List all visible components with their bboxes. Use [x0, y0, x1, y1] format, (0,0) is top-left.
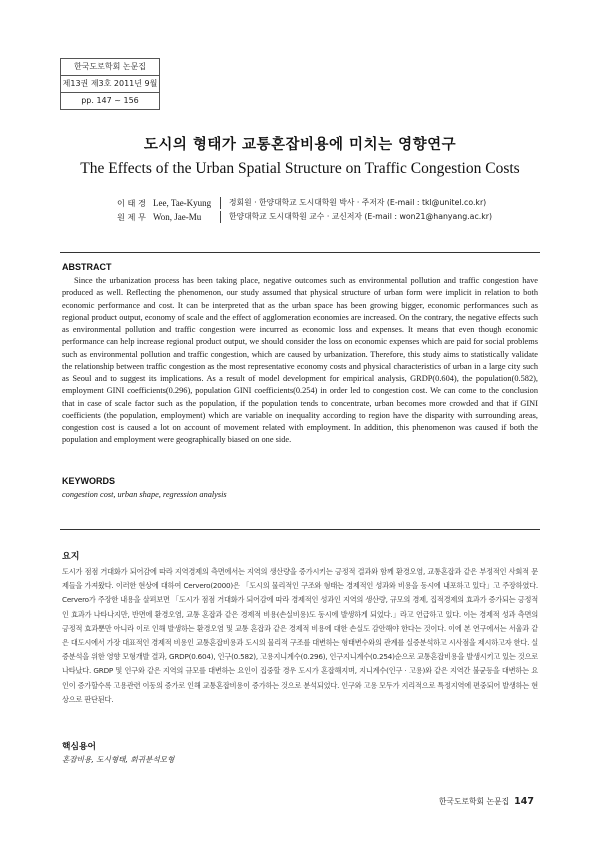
page-number: 147: [514, 796, 534, 807]
author-divider: [220, 197, 221, 209]
footer-journal-name: 한국도로학회 논문집: [438, 797, 510, 806]
author-list: [117, 196, 492, 224]
keywords-text: congestion cost, urban shape, regression analysis: [62, 490, 227, 499]
abstract-body: Since the urbanization process has been taking place, negative outcomes such as environmental pollution and traffic congestion have produced as well. Reflecting the phenomenon, our study assumed that physical structure of urban form were implicit in relation to both economic performance and cost. It can be interpreted that as the urban space has been growing bigger, economic performances such as regional product output, economy of scale and the effect of agglomeration economies are increased. On the contrary, the negative effects such as environmental pollution and traffic congestion were incurred as economic loss and expenses. It means that even though economic performance can help increase regional product output, we should consider the loss on economic expenses which are paid for social problems such as environmental pollution and traffic congestion, which are caused by urbanization. Therefore, this study aims to statistically validate the relationship between traffic congestion as the most representative economy costs and physical characteristics of urban in a large city such as Seoul and to suggest its implications. As a result of model development for empirical analysis, GRDP(0.604), the population(0.582), employment GINI coefficients(0.296), population GINI coefficients(0.254) in order led to congestion cost. We can come to the conclusion that in case of scale factor such as the population, if the population tends to concentrate, urban becomes more crowded and that if GINI coefficients (the population, employment) which are variable on inequality according to region have the disparity with surrounding areas, congestion cost is caused a lot on account of movement related with employment. In addition, this phenomenon was caused if both the population and employment were geographically biased on one side.: [62, 276, 538, 445]
author-name-korean: 이 태 경: [117, 198, 146, 208]
journal-name: 한국도로학회 논문집: [73, 62, 147, 71]
author-affiliation: 한양대학교 도시대학원 교수 · 교신저자 (E-mail : won21@hanyang.ac.kr): [229, 212, 492, 221]
author-name-english: Won, Jae-Mu: [153, 212, 202, 222]
author-divider: [220, 211, 221, 223]
author-name-english: Lee, Tae-Kyung: [153, 198, 212, 208]
korean-abstract-body: 도시가 점점 거대화가 되어감에 따라 지역경제의 측면에서는 지역의 생산량을 증가시키는 긍정적 결과와 함께 환경오염, 교통혼잡과 같은 부정적인 사회적 문제들을 가져왔다. 이러한 현상에 대하여 Cervero(2000)은 「도시의 물리적인 구조와 형태는 경제적인 성과와 비용을 동시에 내포하고 있다」고 주장하였다. Cervero가 주장한 내용을 살펴보면 「도시가 점점 거대화가 되어감에 따라 경제적인 성과인 지역의 생산량, 규모의 경제, 집적경제의 효과가 증가되는 긍정적인 효과가 나타나지만, 반면에 환경오염, 교통 혼잡과 같은 경제적 비용(손실비용)도 동시에 발생하게 되었다.」라고 언급하고 있다. 이는 경제적 성과 측면의 긍정적 효과뿐만 아니라 이로 인해 발생하는 환경오염 및 교통 혼잡과 같은 경제적 비용에 대한 손실도 감안해야 한다는 것이다. 이에 본 연구에서는 서울과 같은 대도시에서 가장 대표적인 경제적 비용인 교통혼잡비용과 도시의 물리적 구조를 대변하는 형태변수와의 관계를 실증분석하고 시사점을 제시하고자 한다. 실증분석을 위한 영향 모형개발 결과, GRDP(0.604), 인구(0.582), 고용지니계수(0.296), 인구지니계수(0.254)순으로 교통혼잡비용을 발생시키고 있는 것으로 나타났다. GRDP 및 인구와 같은 지역의 규모를 대변하는 요인이 집중할 경우 도시가 혼잡해지며, 지니계수(인구 · 고용)와 같은 지역간 불균등을 대변하는 요인이 증가할수록 고용관련 이동의 증가로 인해 교통혼잡비용이 증가하는 것으로 분석되었다. 인구와 고용 모두가 지리적으로 특정지역에 편중되어 발생하는 현상으로 판단된다.: [62, 567, 538, 704]
title-english: The Effects of the Urban Spatial Structure on Traffic Congestion Costs: [80, 160, 520, 177]
keywords-heading: KEYWORDS: [62, 476, 116, 486]
author-row: [117, 210, 492, 224]
core-terms-text: 혼잡비용, 도시형태, 회귀분석모형: [62, 755, 175, 764]
author-affiliation: 정회원 · 한양대학교 도시대학원 박사 · 주저자 (E-mail : tkl@unitel.co.kr): [229, 198, 487, 207]
korean-abstract-heading: 요지: [62, 552, 80, 562]
journal-volume-issue: 제13권 제3호 2011년 9월: [61, 75, 159, 92]
journal-pages: pp. 147 ~ 156: [61, 92, 159, 109]
abstract-heading: ABSTRACT: [62, 262, 112, 272]
journal-info-box: [60, 58, 160, 110]
author-name-korean: 원 제 무: [117, 212, 146, 222]
core-terms-heading: 핵심용어: [62, 742, 96, 752]
page-footer: [439, 796, 534, 807]
section-rule: [60, 529, 540, 530]
author-row: [117, 196, 492, 210]
title-korean: 도시의 형태가 교통혼잡비용에 미치는 영향연구: [143, 137, 457, 153]
header-rule: [60, 252, 540, 253]
